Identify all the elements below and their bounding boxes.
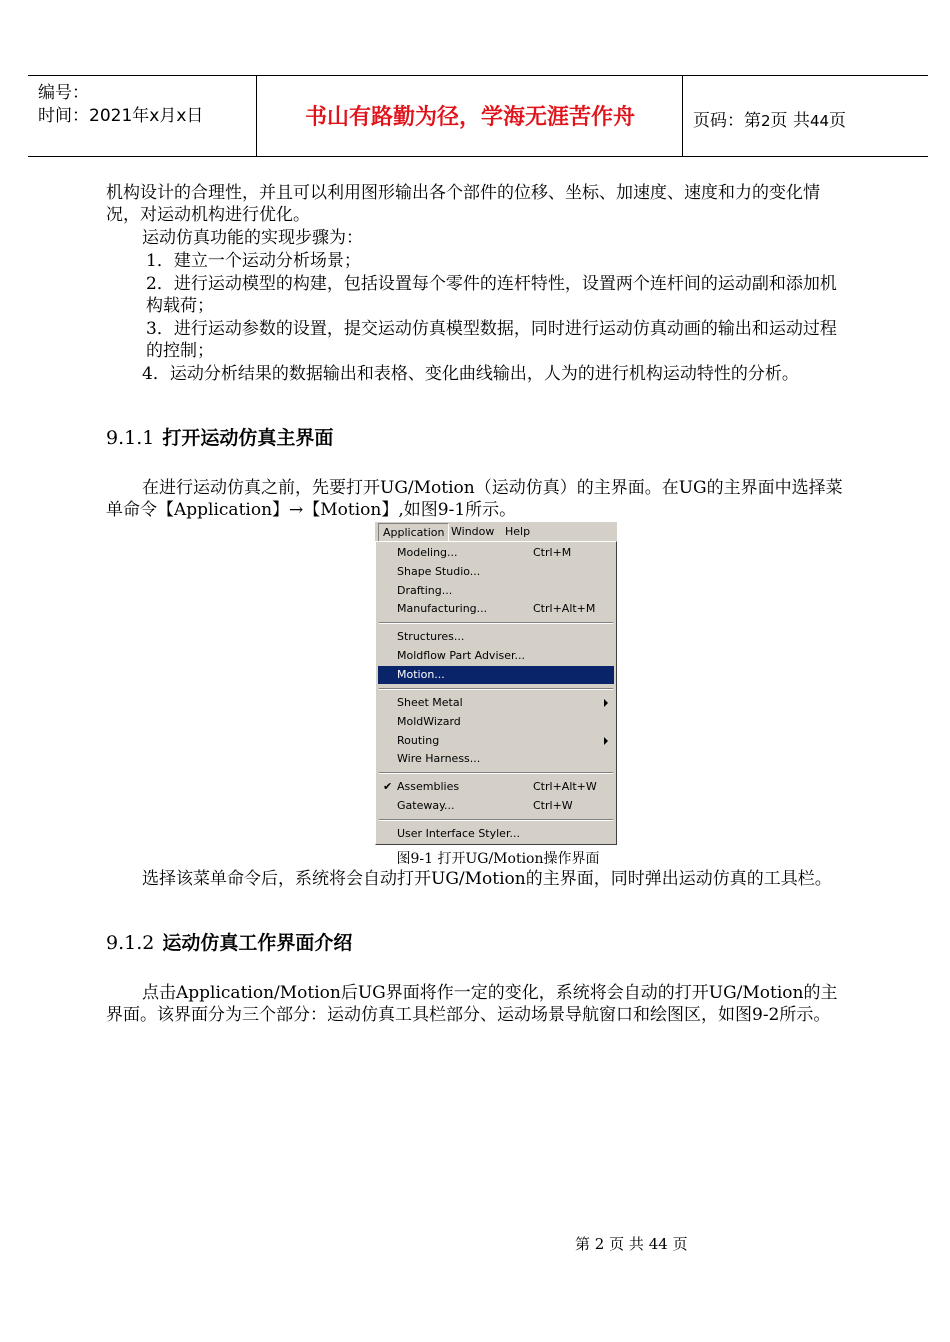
page-total: 44 [809,112,830,130]
paragraph: 运动仿真功能的实现步骤为： [142,228,363,248]
menu-bar [375,522,617,541]
menu-item-label: Manufacturing... [397,602,488,615]
menu-item-shortcut: Ctrl+Alt+M [533,602,596,615]
section-title: 运动仿真工作界面介绍 [162,932,353,954]
menu-item-label: Sheet Metal [397,696,463,709]
menu-separator [379,622,613,624]
menu-item-shortcut: Ctrl+W [533,799,573,812]
menu-item-gateway[interactable] [378,797,614,815]
menu-separator [379,688,613,690]
header-page-number [693,106,846,131]
page-suffix: 页 [829,111,847,131]
header-divider [682,76,683,156]
menu-item-label: Wire Harness... [397,752,481,765]
header-divider [256,76,257,156]
menu-item-structures[interactable] [378,628,614,646]
paragraph: 在进行运动仿真之前，先要打开UG/Motion（运动仿真）的主界面。在UG的主界面中选择菜单命令【Application】→【Motion】,如图9-1所示。 [106,478,843,520]
section-title: 打开运动仿真主界面 [162,427,334,449]
document-header [28,75,928,157]
paragraph: 机构设计的合理性，并且可以利用图形输出各个部件的位移、坐标、加速度、速度和力的变化情况，对运动机构进行优化。 [106,183,820,225]
menu-item-motion[interactable] [378,666,614,684]
menu-separator [379,772,613,774]
menu-item-label: MoldWizard [397,715,461,728]
menu-item-label: Moldflow Part Adviser... [397,649,526,662]
section-heading [106,928,352,955]
section-heading [106,423,333,450]
menu-item-wire-harness[interactable] [378,750,614,768]
header-meta [38,82,203,128]
menu-item-routing[interactable] [378,732,614,750]
page-prefix: 页码：第 [693,111,761,131]
menu-item-assemblies[interactable] [378,778,614,796]
list-item: 2．进行运动模型的构建，包括设置每个零件的连杆特性，设置两个连杆间的运动副和添加机构载荷； [146,274,837,316]
page-mid: 页 共 [770,111,810,131]
footer-suffix: 页 [672,1235,688,1253]
footer-page: 2 [594,1235,605,1253]
menu-item-label: Structures... [397,630,465,643]
doc-time-label: 时间：2021年x月x日 [38,106,204,126]
footer-prefix: 第 [575,1235,591,1253]
menu-item-shortcut: Ctrl+Alt+W [533,780,597,793]
page-number: 2 [761,112,771,130]
menu-item-shortcut: Ctrl+M [533,546,572,559]
menu-item-label: Motion... [397,668,445,681]
paragraph: 选择该菜单命令后，系统将会自动打开UG/Motion的主界面，同时弹出运动仿真的工具栏。 [142,869,832,889]
application-dropdown [375,541,617,845]
page-footer [575,1233,688,1254]
menu-help[interactable]: Help [505,525,531,538]
footer-mid: 页 共 [609,1235,644,1253]
list-item: 1．建立一个运动分析场景； [146,251,361,271]
menu-item-label: Assemblies [397,780,460,793]
menu-item-moldwizard[interactable] [378,713,614,731]
menu-item-label: User Interface Styler... [397,827,520,840]
menu-item-shape-studio[interactable] [378,563,614,581]
menu-application[interactable]: Application [378,523,449,541]
menu-item-sheet-metal[interactable] [378,694,614,712]
menu-item-label: Drafting... [397,584,453,597]
menu-item-moldflow[interactable] [378,647,614,665]
menu-item-label: Gateway... [397,799,455,812]
header-motto: 书山有路勤为径，学海无涯苦作舟 [304,105,635,130]
list-item: 4．运动分析结果的数据输出和表格、变化曲线输出，人为的进行机构运动特性的分析。 [142,364,799,384]
menu-item-label: Routing [397,734,440,747]
list-item: 3．进行运动参数的设置，提交运动仿真模型数据，同时进行运动仿真动画的输出和运动过程的控制； [146,319,837,361]
menu-item-ui-styler[interactable] [378,825,614,843]
section-number: 9.1.2 [106,932,155,954]
menu-item-drafting[interactable] [378,582,614,600]
menu-window[interactable]: Window [451,525,495,538]
figure-caption: 图9-1 打开UG/Motion操作界面 [396,851,600,867]
menu-item-label: Shape Studio... [397,565,481,578]
menu-item-modeling[interactable] [378,544,614,562]
menu-item-label: Modeling... [397,546,458,559]
figure-menu-screenshot [375,522,617,844]
menu-item-manufacturing[interactable] [378,600,614,618]
submenu-arrow-icon [604,699,608,707]
checkmark-icon: ✔ [383,780,393,793]
section-number: 9.1.1 [106,427,155,449]
footer-total: 44 [648,1235,668,1253]
doc-number-label: 编号： [38,83,89,103]
menu-separator [379,819,613,821]
paragraph: 点击Application/Motion后UG界面将作一定的变化，系统将会自动的打开UG/Motion的主界面。该界面分为三个部分：运动仿真工具栏部分、运动场景导航窗口和绘图区，如图9-2所示。 [106,983,838,1025]
submenu-arrow-icon [604,737,608,745]
